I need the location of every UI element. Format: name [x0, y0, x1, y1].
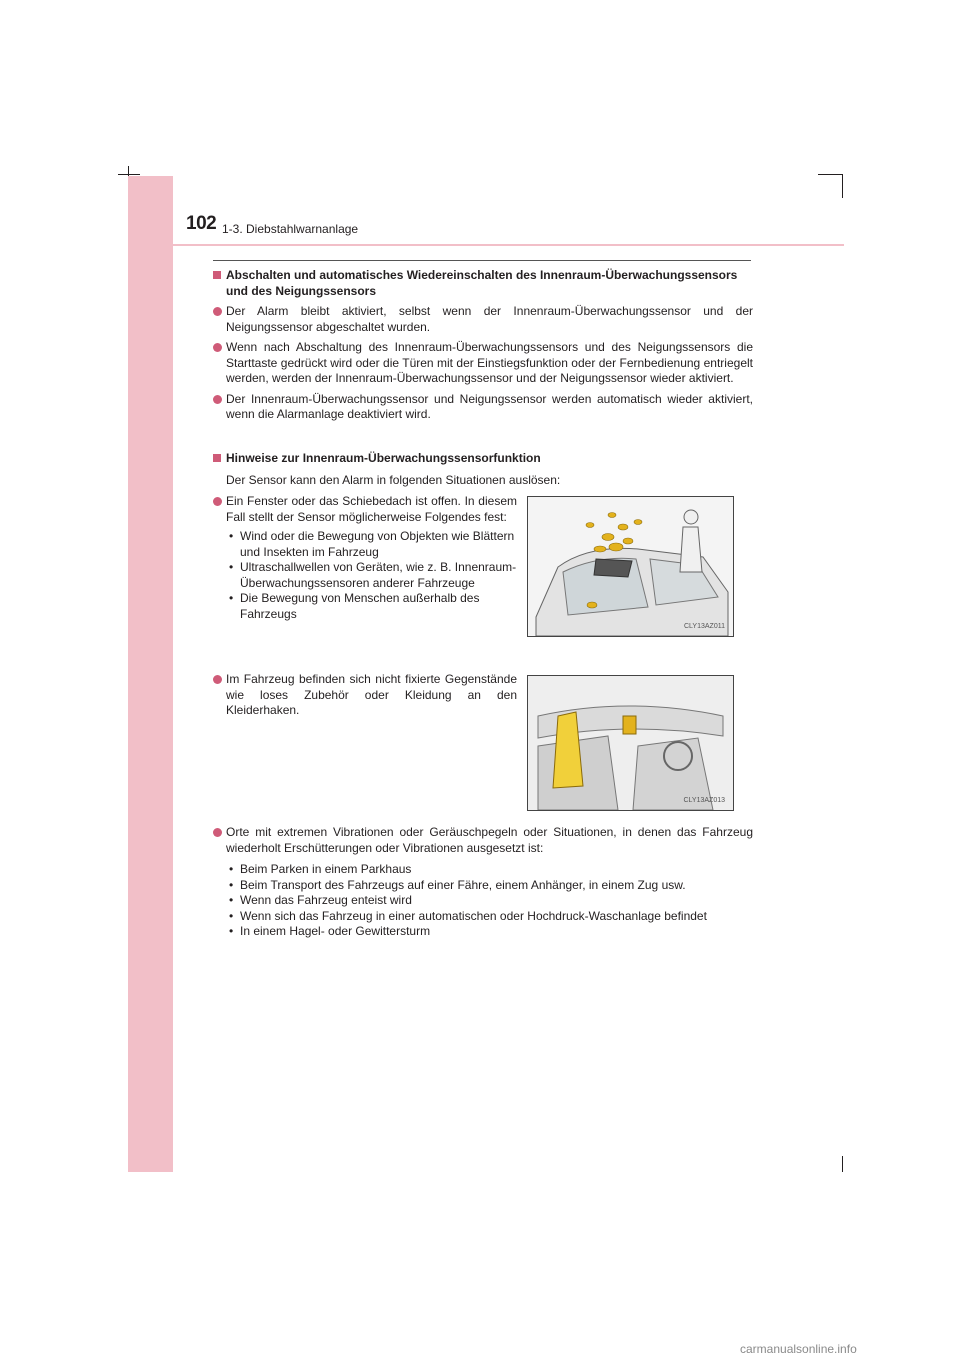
sub-list-item: • Wind oder die Bewegung von Objekten wie Blättern und Insekten im Fahrzeug	[229, 529, 515, 559]
watermark: carmanualsonline.info	[740, 1342, 857, 1356]
page-number: 102	[186, 213, 217, 234]
illustration-loose-clothing	[527, 675, 734, 811]
crop-mark	[818, 174, 842, 175]
sub-list-item: • Die Bewegung von Menschen außerhalb des Fahrzeugs	[229, 591, 480, 621]
round-bullet-icon	[213, 828, 222, 837]
sub-list-item: • Beim Parken in einem Parkhaus	[229, 862, 412, 876]
topic-2-heading: Hinweise zur Innenraum-Überwachungssensorfunktion	[213, 451, 753, 467]
car-sunroof-leaves-illustration	[528, 497, 733, 636]
crop-mark	[842, 1156, 843, 1172]
sub-list-item: • Wenn das Fahrzeug enteist wird	[229, 893, 412, 907]
content-rule	[213, 260, 751, 261]
round-bullet-icon	[213, 497, 222, 506]
item-open-window	[213, 494, 517, 622]
round-bullet-icon	[213, 675, 222, 684]
square-bullet-icon	[213, 271, 221, 279]
list-item: Orte mit extremen Vibrationen oder Geräuschpegeln oder Situationen, in denen das Fahrzeug wiederholt Erschütterungen oder Vibrationen ausgesetzt ist:	[213, 825, 753, 856]
square-bullet-icon	[213, 454, 221, 462]
figure-code: CLY13AZ013	[683, 797, 725, 804]
topic-1	[213, 268, 753, 423]
round-bullet-icon	[213, 307, 222, 316]
topic-2-intro: Der Sensor kann den Alarm in folgenden Situationen auslösen:	[226, 472, 561, 487]
figure-code: CLY13AZ011	[684, 623, 725, 630]
list-item: Der Alarm bleibt aktiviert, selbst wenn der Innenraum-Überwachungssensor und der Neigungssensor abgeschaltet wurden.	[213, 304, 753, 335]
sub-list-item: • Beim Transport des Fahrzeugs auf einer Fähre, einem Anhänger, in einem Zug usw.	[229, 877, 686, 892]
item-loose-objects	[213, 672, 517, 719]
crop-mark	[128, 166, 129, 176]
crop-mark	[842, 174, 843, 198]
sub-list-item: • In einem Hagel- oder Gewittersturm	[229, 924, 431, 938]
page-sidebar-band	[128, 176, 173, 1172]
round-bullet-icon	[213, 395, 222, 404]
item-vibrations	[213, 825, 753, 940]
car-interior-jacket-illustration	[528, 676, 733, 810]
list-item: Der Innenraum-Überwachungssensor und Neigungssensor werden automatisch wieder aktiviert, wenn die Alarmanlage deaktiviert wird.	[213, 392, 753, 423]
sub-list-item: • Wenn sich das Fahrzeug in einer automatischen oder Hochdruck-Waschanlage befindet	[229, 908, 707, 923]
illustration-open-sunroof	[527, 496, 734, 637]
topic-2	[213, 451, 753, 488]
list-item: Wenn nach Abschaltung des Innenraum-Überwachungssensors und des Neigungssensors die Starttaste gedrückt wird oder die Türen mit der Einstiegsfunktion oder der Fernbedienung entriegelt werden, werden der Innenraum-Überwachungssensor und der Neigungssensor wieder aktiviert.	[213, 340, 753, 387]
topic-1-heading: Abschalten und automatisches Wiedereinschalten des Innenraum-Überwachungssensors und des Neigungssensors	[213, 268, 753, 299]
section-title: 1-3. Diebstahlwarnanlage	[222, 222, 359, 236]
sub-list-item: • Ultraschallwellen von Geräten, wie z. B. Innenraum-Überwachungssensoren anderer Fahrzeuge	[229, 560, 517, 590]
round-bullet-icon	[213, 343, 222, 352]
crop-mark	[118, 174, 140, 175]
list-item: Ein Fenster oder das Schiebedach ist offen. In diesem Fall stellt der Sensor möglicherweise Folgendes fest:	[213, 494, 517, 525]
header-rule	[172, 244, 844, 246]
list-item: Im Fahrzeug befinden sich nicht fixierte Gegenstände wie loses Zubehör oder Kleidung an den Kleiderhaken.	[213, 672, 517, 719]
